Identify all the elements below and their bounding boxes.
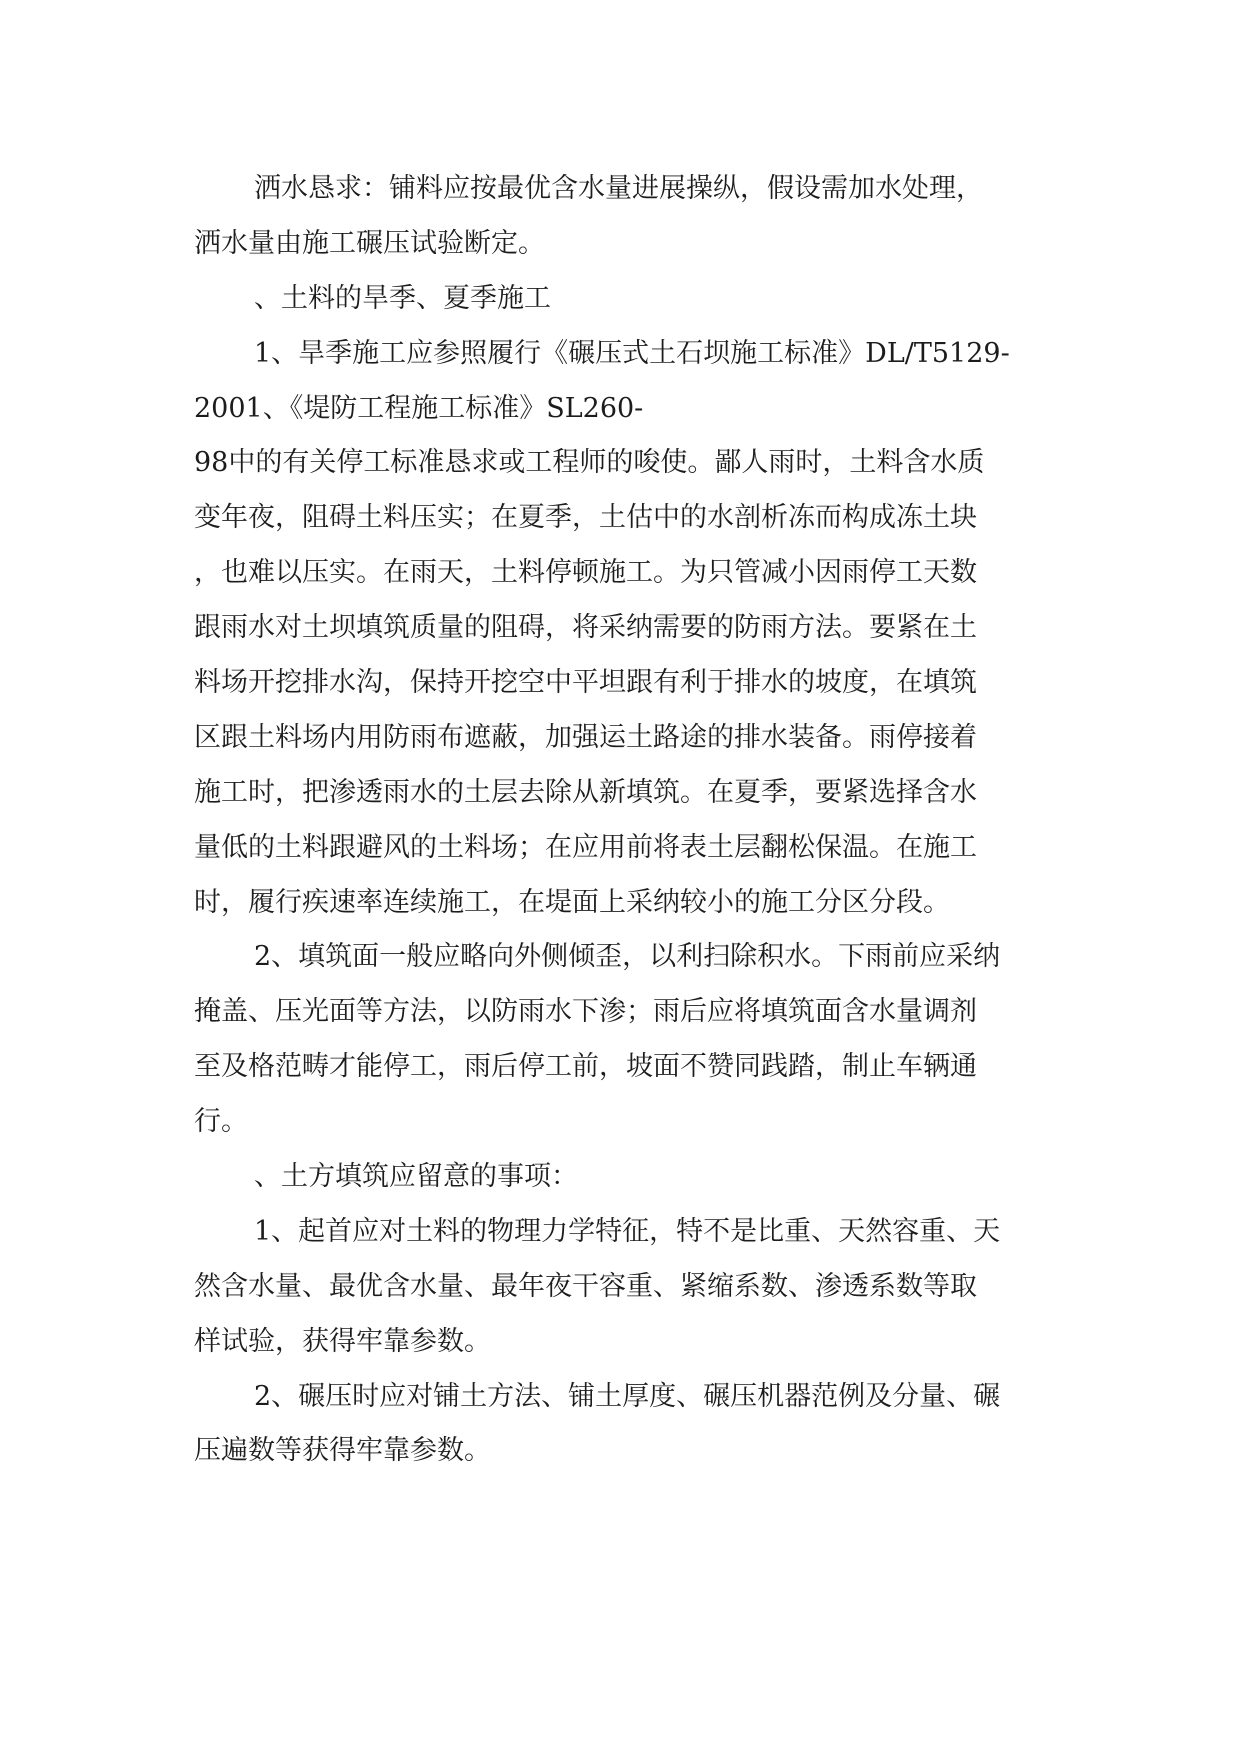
text-line: 行。 [194, 1106, 248, 1138]
text-line: 洒水恳求：铺料应按最优含水量进展操纵，假设需加水处理， [254, 173, 983, 204]
text-line: 1、起首应对土料的物理力学特征，特不是比重、天然容重、天 [254, 1215, 1001, 1247]
text-line: 1、旱季施工应参照履行《碾压式土石坝施工标准》DL/T5129- [254, 337, 1010, 369]
text-line: 至及格范畴才能停工，雨后停工前，坡面不赞同践踏，制止车辆通 [194, 1051, 977, 1083]
text-line: 跟雨水对土坝填筑质量的阻碍，将采纳需要的防雨方法。要紧在土 [194, 612, 977, 644]
text-line: 洒水量由施工碾压试验断定。 [194, 227, 545, 259]
text-line: 样试验，获得牢靠参数。 [194, 1325, 491, 1357]
text-line: 然含水量、最优含水量、最年夜干容重、紧缩系数、渗透系数等取 [194, 1270, 977, 1302]
section-heading: 、土方填筑应留意的事项： [254, 1161, 578, 1193]
text-line: 压遍数等获得牢靠参数。 [194, 1435, 491, 1467]
text-line: 量低的土料跟避风的土料场；在应用前将表土层翻松保温。在施工 [194, 831, 977, 863]
text-line: ，也难以压实。在雨天，土料停顿施工。为只管减小因雨停工天数 [194, 557, 977, 589]
section-heading: 、土料的旱季、夏季施工 [254, 282, 551, 314]
text-line: 变年夜，阻碍土料压实；在夏季，土估中的水剖析冻而构成冻土块 [194, 502, 977, 534]
text-line: 区跟土料场内用防雨布遮蔽，加强运土路途的排水装备。雨停接着 [194, 721, 977, 753]
text-line: 掩盖、压光面等方法，以防雨水下渗；雨后应将填筑面含水量调剂 [194, 996, 977, 1028]
text-line: 时，履行疾速率连续施工，在堤面上采纳较小的施工分区分段。 [194, 886, 950, 918]
text-line: 2001、《堤防工程施工标准》SL260- [194, 392, 644, 424]
text-line: 2、碾压时应对铺土方法、铺土厚度、碾压机器范例及分量、碾 [254, 1380, 1001, 1412]
text-line: 98中的有关停工标准恳求或工程师的唆使。鄙人雨时，土料含水质 [194, 447, 985, 479]
document-body [194, 162, 1074, 1479]
text-line: 2、填筑面一般应略向外侧倾歪，以利扫除积水。下雨前应采纳 [254, 941, 1001, 973]
text-line: 施工时，把渗透雨水的土层去除从新填筑。在夏季，要紧选择含水 [194, 776, 977, 808]
text-line: 料场开挖排水沟，保持开挖空中平坦跟有利于排水的坡度，在填筑 [194, 667, 977, 699]
